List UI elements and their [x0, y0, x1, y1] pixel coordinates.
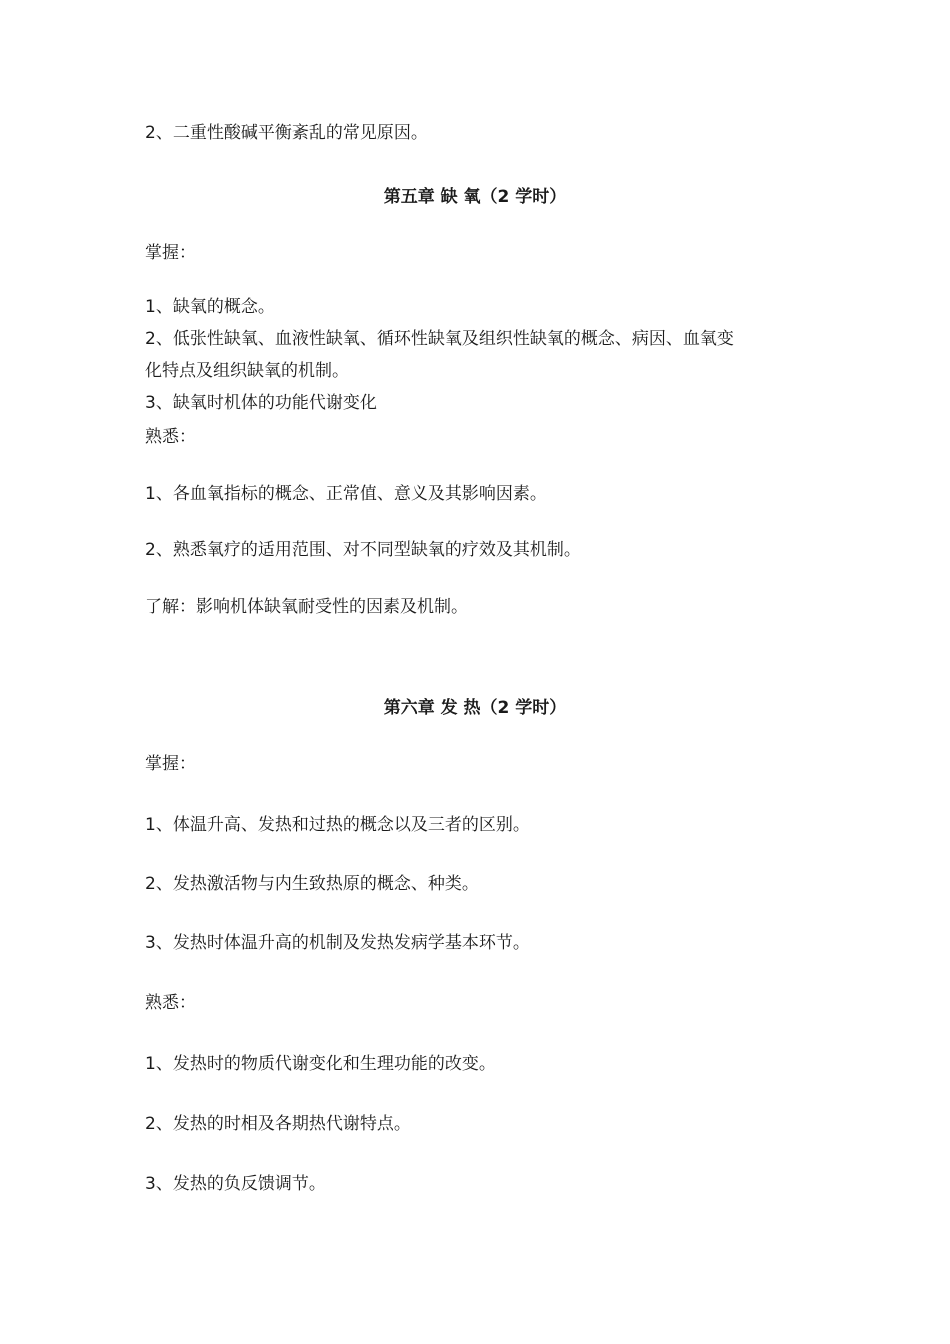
chapter-5-master-label: 掌握： [145, 243, 196, 263]
chapter-6-familiar-item-3: 3、发热的负反馈调节。 [145, 1174, 326, 1194]
chapter-6-title: 第六章 发 热（2 学时） [383, 698, 567, 718]
chapter-5-familiar-item-2: 2、熟悉氧疗的适用范围、对不同型缺氧的疗效及其机制。 [145, 540, 581, 560]
prev-chapter-item-2: 2、二重性酸碱平衡紊乱的常见原因。 [145, 123, 428, 143]
chapter-5-master-item-1: 1、缺氧的概念。 [145, 297, 275, 317]
chapter-5-master-item-3: 3、缺氧时机体的功能代谢变化 [145, 393, 377, 413]
chapter-6-familiar-item-1: 1、发热时的物质代谢变化和生理功能的改变。 [145, 1054, 496, 1074]
chapter-5-familiar-label: 熟悉： [145, 427, 196, 447]
chapter-6-master-label: 掌握： [145, 754, 196, 774]
chapter-5-familiar-item-1: 1、各血氧指标的概念、正常值、意义及其影响因素。 [145, 484, 547, 504]
chapter-5-title: 第五章 缺 氧（2 学时） [383, 187, 567, 207]
chapter-6-familiar-item-2: 2、发热的时相及各期热代谢特点。 [145, 1114, 411, 1134]
chapter-6-master-item-2: 2、发热激活物与内生致热原的概念、种类。 [145, 874, 479, 894]
chapter-5-master-item-2-cont: 化特点及组织缺氧的机制。 [145, 361, 349, 381]
chapter-6-master-item-1: 1、体温升高、发热和过热的概念以及三者的区别。 [145, 815, 530, 835]
chapter-5-understand: 了解：影响机体缺氧耐受性的因素及机制。 [145, 597, 468, 617]
chapter-5-master-item-2: 2、低张性缺氧、血液性缺氧、循环性缺氧及组织性缺氧的概念、病因、血氧变 [145, 329, 734, 349]
chapter-6-familiar-label: 熟悉： [145, 993, 196, 1013]
chapter-6-master-item-3: 3、发热时体温升高的机制及发热发病学基本环节。 [145, 933, 530, 953]
